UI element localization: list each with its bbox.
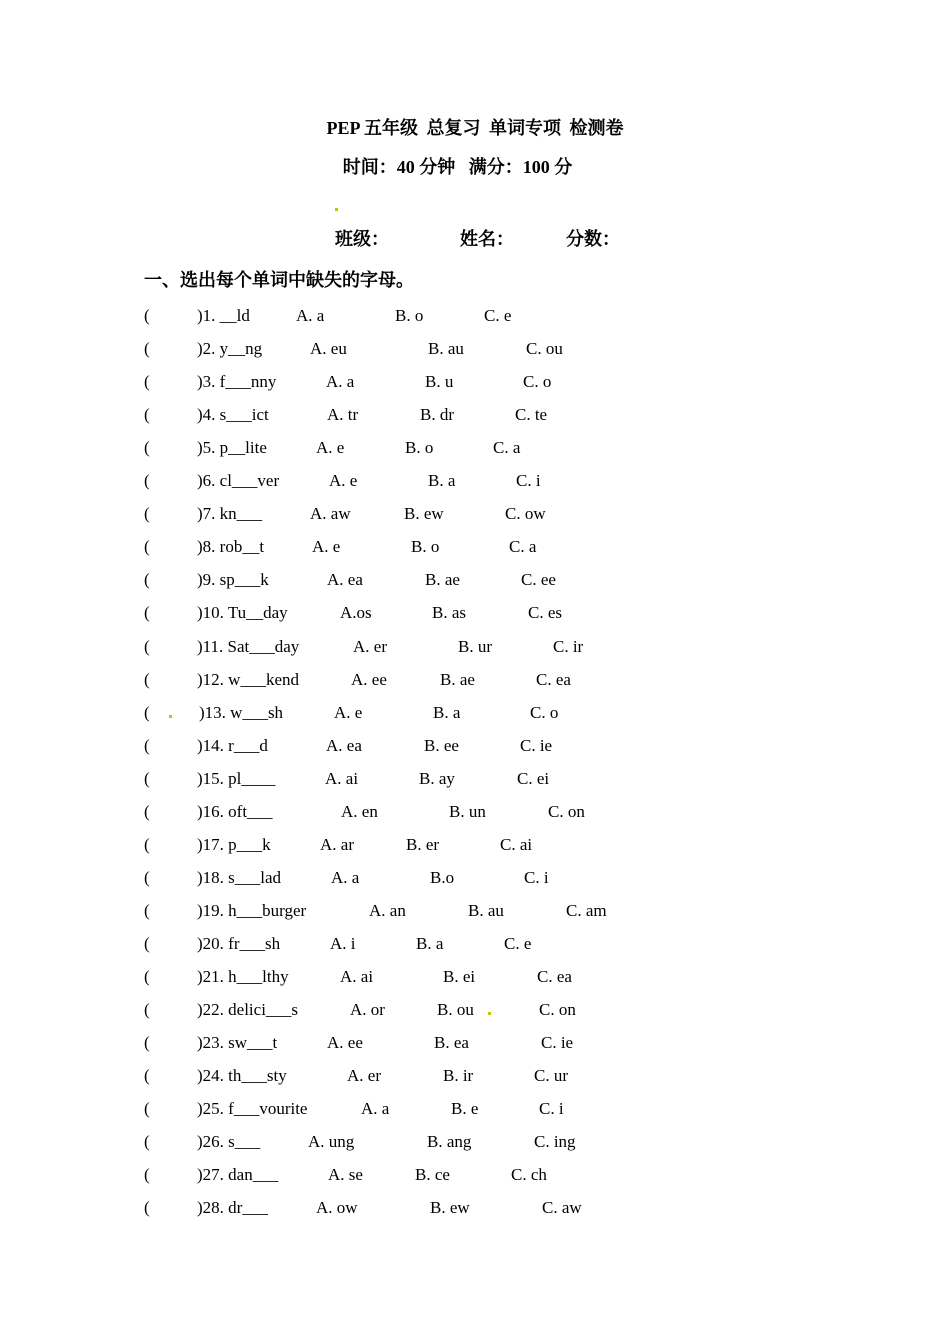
option-c[interactable]: C. ie [541, 1033, 574, 1053]
answer-paren[interactable]: ( [144, 867, 150, 887]
option-a[interactable]: A. en [341, 801, 378, 821]
option-c[interactable]: C. ei [517, 768, 550, 788]
question-stem: )14. r___d [197, 735, 268, 755]
option-a[interactable]: A. ung [308, 1132, 355, 1152]
score-label: 分数： [566, 229, 620, 249]
option-a[interactable]: A. tr [327, 405, 359, 425]
option-b[interactable]: B. au [468, 900, 504, 920]
question-stem: )28. dr___ [197, 1198, 268, 1218]
question-stem: )22. delici___s [197, 1000, 299, 1020]
title-part-test: 检测卷 [569, 118, 624, 138]
option-c[interactable]: C. e [504, 933, 532, 953]
option-a[interactable]: A. e [312, 537, 341, 557]
option-b[interactable]: B. e [451, 1099, 479, 1119]
answer-paren[interactable]: ( [144, 339, 150, 359]
question-stem: )7. kn___ [197, 504, 263, 524]
title-part-topic: 单词专项 [489, 118, 561, 138]
question-stem: )1. __ld [197, 306, 250, 325]
answer-paren[interactable]: ( [144, 669, 150, 689]
option-a[interactable]: A. aw [310, 504, 351, 524]
class-label: 班级： [335, 229, 389, 249]
name-label: 姓名： [460, 229, 514, 249]
option-b[interactable]: B. dr [420, 405, 454, 425]
answer-paren[interactable]: ( [144, 570, 150, 590]
option-b[interactable]: B. ir [443, 1066, 474, 1086]
answer-paren[interactable]: ( [144, 438, 150, 458]
question-stem: )21. h___lthy [197, 967, 289, 986]
option-c[interactable]: C. ie [520, 735, 553, 755]
question-stem: )4. s___ict [197, 405, 269, 425]
decorative-dot [488, 1012, 491, 1015]
option-c[interactable]: C. a [493, 438, 521, 458]
option-c[interactable]: C. ow [505, 504, 546, 524]
option-b[interactable]: B. ea [434, 1033, 469, 1053]
question-stem: )9. sp___k [197, 570, 269, 590]
option-b[interactable]: B. o [405, 438, 434, 458]
option-c[interactable]: C. ir [553, 636, 584, 656]
option-b[interactable]: B. u [425, 372, 454, 392]
option-b[interactable]: B. as [432, 603, 466, 623]
answer-paren[interactable]: ( [144, 603, 150, 623]
option-c[interactable]: C. ou [526, 339, 563, 359]
answer-paren[interactable]: ( [144, 471, 150, 491]
answer-paren[interactable]: ( [144, 1198, 150, 1218]
answer-paren[interactable]: ( [144, 900, 150, 920]
option-a[interactable]: A. er [353, 636, 387, 656]
option-b[interactable]: B. ou [437, 1000, 474, 1020]
option-a[interactable]: A. a [326, 372, 355, 392]
option-a[interactable]: A. ai [325, 768, 359, 788]
option-a[interactable]: A. ar [320, 834, 354, 854]
option-a[interactable]: A. or [350, 1000, 385, 1020]
option-a[interactable]: A. a [331, 867, 360, 887]
option-b[interactable]: B. ay [419, 768, 455, 788]
question-stem: )12. w___kend [197, 669, 299, 689]
question-stem: )10. Tu__day [197, 603, 288, 623]
option-b[interactable]: B. a [428, 471, 456, 491]
option-a[interactable]: A. ea [327, 570, 363, 590]
answer-paren[interactable]: ( [144, 1099, 150, 1119]
answer-paren[interactable]: ( [144, 768, 150, 788]
option-c[interactable]: C. a [509, 537, 537, 557]
option-c[interactable]: C. o [530, 702, 559, 722]
page-subtitle [0, 153, 915, 179]
option-c[interactable]: C. ing [534, 1132, 576, 1152]
answer-paren[interactable]: ( [144, 504, 150, 524]
answer-paren[interactable]: ( [144, 1066, 150, 1086]
option-b[interactable]: B. a [416, 933, 444, 953]
answer-paren[interactable]: ( [144, 537, 150, 557]
decorative-dot [169, 715, 172, 718]
answer-paren[interactable]: ( [144, 834, 150, 854]
answer-paren[interactable]: ( [144, 372, 150, 392]
option-c[interactable]: C. ea [536, 669, 571, 689]
option-c[interactable]: C. i [524, 867, 549, 887]
question-stem: )19. h___burger [197, 900, 307, 920]
answer-paren[interactable]: ( [144, 702, 150, 722]
page-title [0, 114, 950, 140]
question-stem: )18. s___lad [197, 867, 282, 887]
option-a[interactable]: A. ai [340, 967, 374, 986]
option-b[interactable]: B. ce [415, 1165, 450, 1185]
option-b[interactable]: B. ew [430, 1198, 470, 1218]
question-stem: )16. oft___ [197, 801, 273, 821]
option-c[interactable]: C. ea [537, 967, 572, 986]
question-stem: )13. w___sh [199, 702, 284, 722]
option-c[interactable]: C. ee [521, 570, 556, 590]
option-c[interactable]: C. aw [542, 1198, 582, 1218]
option-c[interactable]: C. te [515, 405, 548, 425]
option-b[interactable]: B. ew [404, 504, 444, 524]
option-b[interactable]: B. ang [427, 1132, 472, 1152]
section-title: 一、选出每个单词中缺失的字母。 [144, 270, 414, 290]
option-c[interactable]: C. i [539, 1099, 564, 1119]
question-stem: )5. p__lite [197, 438, 267, 458]
option-b[interactable]: B. a [433, 702, 461, 722]
question-stem: )15. pl____ [197, 768, 276, 788]
full-score: 满分：100 分 [468, 157, 573, 177]
option-b[interactable]: B. ur [458, 636, 492, 656]
option-c[interactable]: C. e [484, 306, 512, 325]
option-b[interactable]: B. ee [424, 735, 459, 755]
option-a[interactable]: A. se [328, 1165, 363, 1185]
answer-paren[interactable]: ( [144, 735, 150, 755]
question-stem: )24. th___sty [197, 1066, 287, 1086]
question-stem: )6. cl___ver [197, 471, 280, 491]
question-stem: )3. f___nny [197, 372, 277, 392]
question-stem: )26. s___ [197, 1132, 261, 1152]
option-c[interactable]: C. i [516, 471, 541, 491]
option-a[interactable]: A. eu [310, 339, 347, 359]
answer-paren[interactable]: ( [144, 405, 150, 425]
question-stem: )25. f___vourite [197, 1099, 308, 1119]
option-c[interactable]: C. es [528, 603, 562, 623]
title-part-review: 总复习 [426, 118, 481, 138]
option-a[interactable]: A. ea [326, 735, 362, 755]
question-stem: )8. rob__t [197, 537, 265, 557]
option-a[interactable]: A. ee [351, 669, 387, 689]
option-c[interactable]: C. am [566, 900, 607, 920]
option-c[interactable]: C. ai [500, 834, 533, 854]
question-stem: )11. Sat___day [197, 636, 300, 656]
option-c[interactable]: C. o [523, 372, 552, 392]
question-stem: )2. y__ng [197, 339, 263, 359]
option-a[interactable]: A. a [296, 306, 325, 325]
option-b[interactable]: B. un [449, 801, 486, 821]
option-a[interactable]: A. i [330, 933, 356, 953]
option-b[interactable]: B. ei [443, 967, 476, 986]
question-stem: )17. p___k [197, 834, 271, 854]
answer-paren[interactable]: ( [144, 1033, 150, 1053]
option-b[interactable]: B. au [428, 339, 464, 359]
answer-paren[interactable]: ( [144, 636, 150, 656]
answer-paren[interactable]: ( [144, 967, 150, 986]
answer-paren[interactable]: ( [144, 801, 150, 821]
option-b[interactable]: B. ae [440, 669, 475, 689]
option-a[interactable]: A.os [340, 603, 372, 623]
option-a[interactable]: A. an [369, 900, 406, 920]
option-c[interactable]: C. on [548, 801, 585, 821]
option-b[interactable]: B. er [406, 834, 440, 854]
option-b[interactable]: B. o [395, 306, 424, 325]
answer-paren[interactable]: ( [144, 933, 150, 953]
option-c[interactable]: C. ur [534, 1066, 568, 1086]
option-a[interactable]: A. e [334, 702, 363, 722]
answer-paren[interactable]: ( [144, 1000, 150, 1020]
decorative-dot [335, 208, 338, 211]
question-stem: )20. fr___sh [197, 933, 281, 953]
question-stem: )27. dan___ [197, 1165, 279, 1185]
option-a[interactable]: A. e [329, 471, 358, 491]
time-limit: 时间：40 分钟 [342, 157, 456, 177]
option-c[interactable]: C. ch [511, 1165, 547, 1185]
option-b[interactable]: B.o [430, 867, 455, 887]
option-a[interactable]: A. a [361, 1099, 390, 1119]
option-a[interactable]: A. er [347, 1066, 381, 1086]
option-c[interactable]: C. on [539, 1000, 576, 1020]
answer-paren[interactable]: ( [144, 306, 150, 325]
title-part-grade: PEP 五年级 [326, 118, 418, 138]
option-a[interactable]: A. ee [327, 1033, 363, 1053]
option-b[interactable]: B. ae [425, 570, 460, 590]
answer-paren[interactable]: ( [144, 1132, 150, 1152]
option-a[interactable]: A. ow [316, 1198, 358, 1218]
option-a[interactable]: A. e [316, 438, 345, 458]
question-stem: )23. sw___t [197, 1033, 278, 1053]
answer-paren[interactable]: ( [144, 1165, 150, 1185]
option-b[interactable]: B. o [411, 537, 440, 557]
